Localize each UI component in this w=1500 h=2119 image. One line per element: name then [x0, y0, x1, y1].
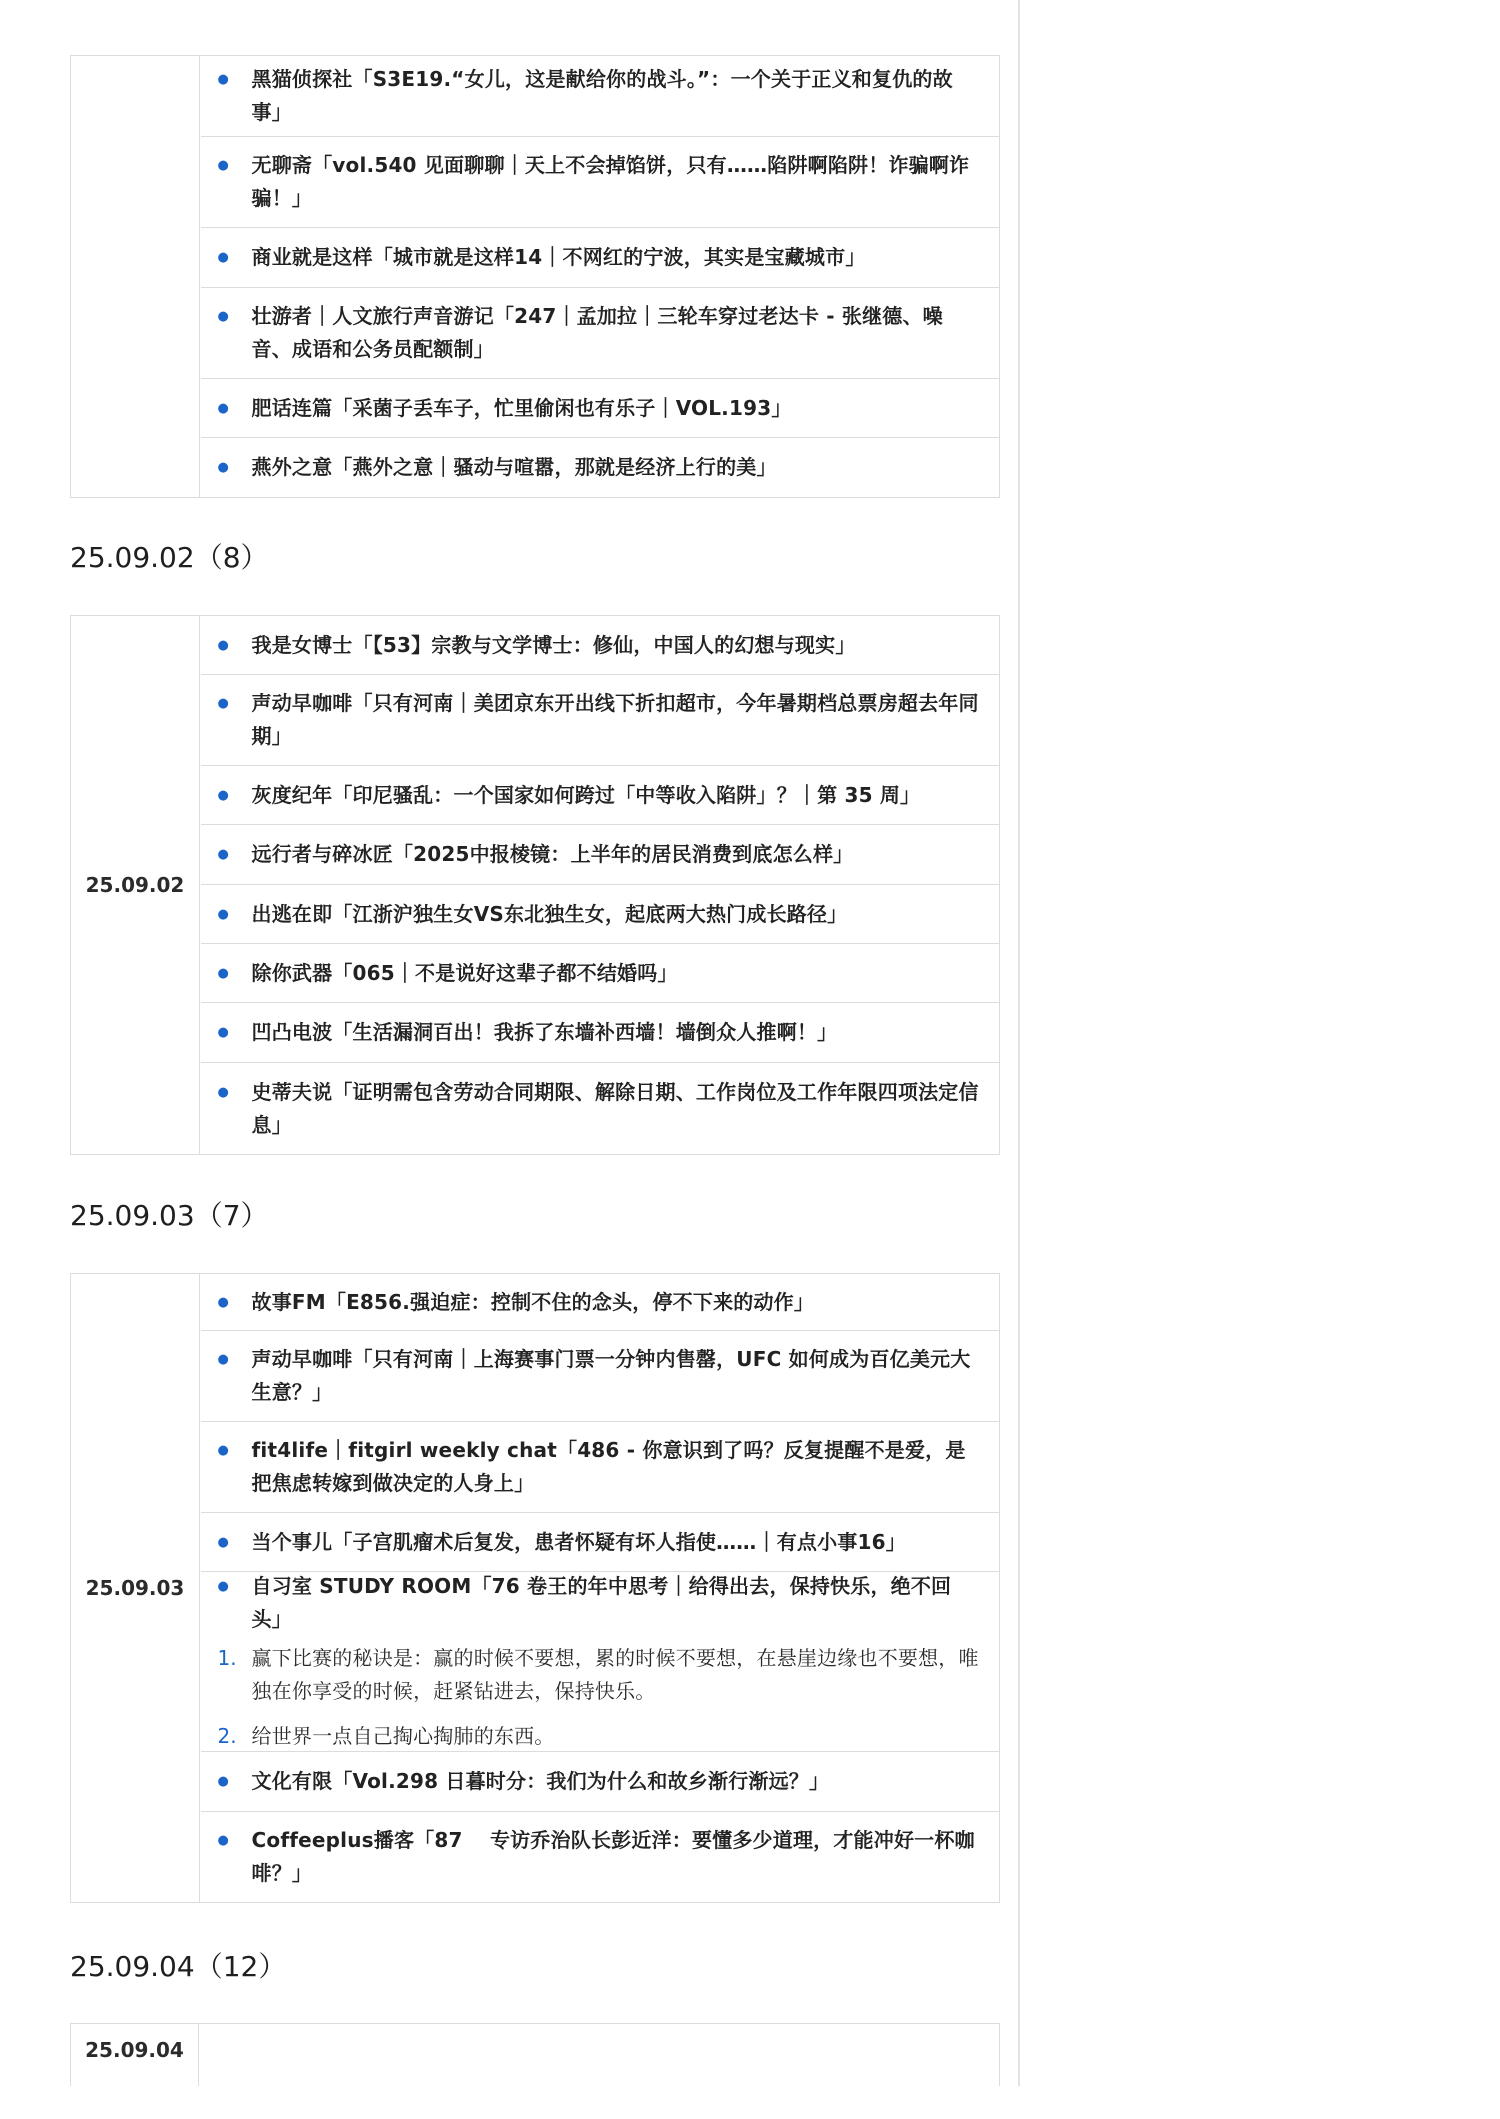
list-number: 2.: [217, 1724, 237, 1748]
episode-title: 故事FM「E856.强迫症：控制不住的念头，停不下来的动作」: [251, 1289, 815, 1314]
bullet-icon: ●: [217, 1774, 229, 1789]
bullet-icon: ●: [217, 965, 229, 981]
list-item-with-notes: [201, 1572, 1000, 1752]
section-heading: 25.09.03（7）: [70, 1199, 269, 1232]
episode-title: 壮游者｜人文旅行声音游记「247｜孟加拉｜三轮车穿过老达卡 - 张继德、噪音、成语和公务员配额制」: [251, 304, 943, 361]
list-item: [201, 766, 1000, 825]
bullet-icon: ●: [217, 1025, 229, 1040]
list-item: [201, 1752, 1000, 1812]
date-cell: 25.09.02: [71, 616, 200, 1154]
table-block: [70, 615, 1000, 1155]
table-content: [201, 616, 1000, 1154]
bullet-icon: ●: [217, 400, 229, 416]
list-item: [201, 1274, 1000, 1331]
bullet-icon: ●: [217, 787, 229, 803]
episode-title: 史蒂夫说「证明需包含劳动合同期限、解除日期、工作岗位及工作年限四项法定信息」: [251, 1079, 979, 1137]
episode-title: 灰度纪年「印尼骚乱：一个国家如何跨过「中等收入陷阱」？｜第 35 周」: [251, 782, 921, 807]
episode-title: 我是女博士「【53】宗教与文学博士：修仙，中国人的幻想与现实」: [251, 632, 856, 657]
column-divider: [1018, 0, 1020, 2086]
bullet-icon: ●: [217, 1352, 229, 1367]
list-item: [201, 56, 1000, 137]
bullet-icon: ●: [217, 1294, 229, 1310]
bullet-icon: ●: [217, 1084, 229, 1100]
episode-title: 黑猫侦探社「S3E19.“女儿，这是献给你的战斗。”：一个关于正义和复仇的故事」: [251, 67, 953, 124]
list-item: [201, 1063, 1000, 1154]
list-item: [201, 1003, 1000, 1063]
list-item: [201, 885, 1000, 944]
episode-title: 燕外之意「燕外之意｜骚动与喧嚣，那就是经济上行的美」: [251, 455, 777, 479]
bullet-icon: ●: [217, 696, 229, 711]
list-item: [201, 288, 1000, 379]
list-item: [201, 675, 1000, 766]
bullet-icon: ●: [217, 158, 229, 173]
list-item: [201, 616, 1000, 675]
bullet-icon: ●: [217, 1579, 229, 1594]
list-item: [201, 1513, 1000, 1572]
episode-title: 声动早咖啡「只有河南｜上海赛事门票一分钟内售罄，UFC 如何成为百亿美元大生意？」: [251, 1347, 971, 1404]
episode-title: 声动早咖啡「只有河南｜美团京东开出线下折扣超市，今年暑期档总票房超去年同期」: [251, 691, 979, 748]
episode-title: 除你武器「065｜不是说好这辈子都不结婚吗」: [251, 960, 678, 985]
episode-title: 文化有限「Vol.298 日暮时分：我们为什么和故乡渐行渐远？」: [251, 1769, 830, 1793]
section-heading: 25.09.02（8）: [70, 541, 269, 574]
date-cell: 25.09.03: [71, 1274, 200, 1902]
episode-title: 肥话连篇「采菌子丢车子，忙里偷闲也有乐子｜VOL.193」: [251, 395, 792, 420]
episode-note: 赢下比赛的秘诀是：赢的时候不要想，累的时候不要想，在悬崖边缘也不要想，唯独在你享受的时候，赶紧钻进去，保持快乐。: [251, 1646, 979, 1703]
list-item: [201, 1331, 1000, 1422]
episode-title: 出逃在即「江浙沪独生女VS东北独生女，起底两大热门成长路径」: [251, 901, 848, 926]
list-item: [201, 379, 1000, 438]
list-number: 1.: [217, 1646, 237, 1670]
episode-title: 远行者与碎冰匠「2025中报棱镜：上半年的居民消费到底怎么样」: [251, 842, 854, 866]
episode-note: 给世界一点自己掏心掏肺的东西。: [251, 1724, 555, 1748]
episode-title: fit4life｜fitgirl weekly chat「486 - 你意识到了吗？反复提醒不是爱，是把焦虑转嫁到做决定的人身上」: [251, 1438, 966, 1495]
bullet-icon: ●: [217, 906, 229, 922]
list-item: [201, 228, 1000, 288]
table-block: [70, 2023, 1000, 2086]
bullet-icon: ●: [217, 309, 229, 324]
bullet-icon: ●: [217, 460, 229, 475]
list-item: [201, 1812, 1000, 1902]
list-item: [201, 825, 1000, 885]
bullet-icon: ●: [217, 250, 229, 265]
list-item: [201, 438, 1000, 497]
table-content: [201, 1274, 1000, 1902]
episode-title: 无聊斋「vol.540 见面聊聊｜天上不会掉馅饼，只有……陷阱啊陷阱！诈骗啊诈骗！」: [251, 153, 970, 210]
bullet-icon: ●: [217, 637, 229, 653]
section-heading: 25.09.04（12）: [70, 1950, 287, 1983]
bullet-icon: ●: [217, 72, 229, 87]
table-block-previous: [70, 55, 1000, 498]
bullet-icon: ●: [217, 1443, 229, 1458]
list-item: [201, 137, 1000, 228]
date-cell: [71, 56, 200, 497]
episode-title: 当个事儿「子宫肌瘤术后复发，患者怀疑有坏人指使……｜有点小事16」: [251, 1529, 906, 1554]
episode-title: 自习室 STUDY ROOM「76 卷王的年中思考｜给得出去，保持快乐，绝不回头」: [251, 1574, 952, 1631]
date-cell: 25.09.04: [71, 2024, 199, 2086]
episode-title: Coffeeplus播客「87 专访乔治队长彭近洋：要懂多少道理，才能冲好一杯咖啡？」: [251, 1828, 975, 1885]
episode-title: 凹凸电波「生活漏洞百出！我拆了东墙补西墙！墙倒众人推啊！」: [251, 1020, 838, 1044]
list-item: [201, 1422, 1000, 1513]
bullet-icon: ●: [217, 847, 229, 862]
table-block: [70, 1273, 1000, 1903]
bullet-icon: ●: [217, 1534, 229, 1550]
list-item: [201, 944, 1000, 1003]
table-content: [201, 56, 1000, 497]
bullet-icon: ●: [217, 1833, 229, 1848]
episode-title: 商业就是这样「城市就是这样14｜不网红的宁波，其实是宝藏城市」: [251, 245, 866, 269]
